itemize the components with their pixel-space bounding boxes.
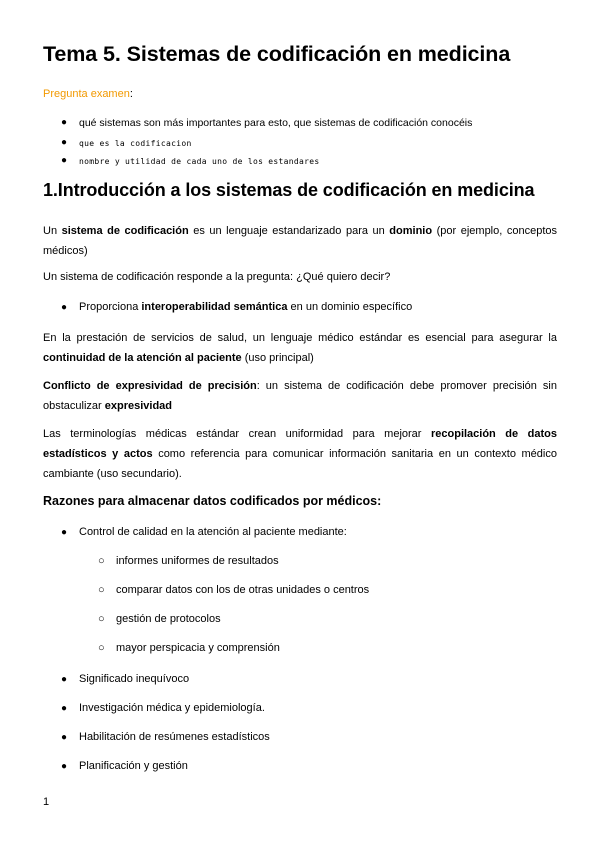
bullet-dot: ● — [61, 302, 68, 313]
exam-bullet-3: nombre y utilidad de cada uno de los estandares — [79, 157, 320, 166]
paragraph-definition — [43, 221, 557, 261]
text: Proporciona — [79, 301, 142, 313]
bold-text: continuidad de la atención al paciente — [43, 352, 242, 364]
page-title: Tema 5. Sistemas de codificación en medicina — [43, 42, 511, 66]
sub-bullet-circle: ○ — [98, 584, 105, 596]
text: Las terminologías médicas estándar crean uniformidad para mejorar — [43, 428, 431, 440]
reason-item: Investigación médica y epidemiología. — [79, 702, 265, 714]
subreason-item: informes uniformes de resultados — [116, 555, 279, 567]
bullet-dot: ● — [61, 137, 68, 148]
exam-label-colon: : — [129, 88, 133, 100]
exam-label-text: Pregunta examen — [43, 88, 130, 100]
subreason-item: gestión de protocolos — [116, 613, 221, 625]
text: Un — [43, 225, 62, 237]
bullet-dot: ● — [61, 703, 68, 714]
paragraph-question: Un sistema de codificación responde a la pregunta: ¿Qué quiero decir? — [43, 271, 391, 283]
bullet-dot: ● — [61, 674, 68, 685]
reason-item: Control de calidad en la atención al paciente mediante: — [79, 526, 347, 538]
reason-item: Habilitación de resúmenes estadísticos — [79, 731, 270, 743]
bullet-dot: ● — [61, 761, 68, 772]
bullet-dot: ● — [61, 117, 68, 128]
bullet-interoperability — [79, 301, 412, 313]
text: en un dominio específico — [287, 301, 413, 313]
text: En la prestación de servicios de salud, un lenguaje médico estándar es esencial para asegurar la — [43, 332, 557, 344]
reason-item: Significado inequívoco — [79, 673, 190, 685]
bullet-dot: ● — [61, 155, 68, 166]
text: : un sistema de codificación debe promover precisión sin obstaculizar — [43, 380, 557, 412]
bold-text: expresividad — [104, 400, 173, 412]
section-heading: 1.Introducción a los sistemas de codificación en medicina — [43, 180, 535, 200]
exam-bullet-1: qué sistemas son más importantes para esto, que sistemas de codificación conocéis — [79, 117, 473, 129]
bold-text: sistema de codificación — [61, 225, 189, 237]
page-number: 1 — [43, 796, 50, 808]
bullet-dot: ● — [61, 527, 68, 538]
text: como referencia para comunicar información sanitaria en un contexto médico cambiante (uso secundario). — [43, 448, 557, 480]
bold-text: recopilación de datos estadísticos y actos — [43, 428, 557, 460]
text: (por ejemplo, conceptos médicos) — [43, 225, 557, 257]
sub-bullet-circle: ○ — [98, 613, 105, 625]
bullet-dot: ● — [61, 732, 68, 743]
subheading-reasons: Razones para almacenar datos codificados por médicos: — [43, 494, 382, 508]
paragraph-continuity — [43, 328, 557, 368]
subreason-item: mayor perspicacia y comprensión — [116, 642, 280, 654]
subreason-item: comparar datos con los de otras unidades o centros — [116, 584, 370, 596]
text: (uso principal) — [241, 352, 314, 364]
sub-bullet-circle: ○ — [98, 555, 105, 567]
paragraph-conflict — [43, 376, 557, 416]
text: es un lenguaje estandarizado para un — [188, 225, 390, 237]
bold-text: Conflicto de expresividad de precisión — [43, 380, 257, 392]
reason-item: Planificación y gestión — [79, 760, 188, 772]
exam-bullet-2: que es la codificacion — [79, 139, 192, 148]
sub-bullet-circle: ○ — [98, 642, 105, 654]
bold-text: dominio — [389, 225, 433, 237]
bold-text: interoperabilidad semántica — [141, 301, 288, 313]
paragraph-terminologies — [43, 424, 557, 484]
exam-question-label — [43, 88, 133, 100]
